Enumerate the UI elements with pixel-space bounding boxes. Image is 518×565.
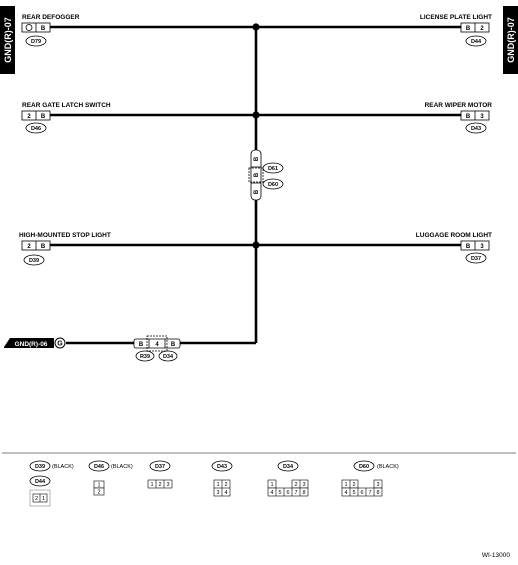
rear-wiper-motor-pin-a: B	[465, 114, 471, 120]
legend-d46-color: (BLACK)	[111, 464, 133, 470]
rear-gate-latch-switch-ref: D46	[30, 126, 42, 132]
legend-d37	[148, 461, 172, 488]
legend-d60-pin-4: 4	[344, 490, 348, 496]
legend-d60-pin-5: 5	[352, 490, 356, 496]
defogger-terminal-icon	[26, 25, 32, 31]
legend-d37-pin-2: 2	[158, 482, 162, 488]
luggage-room-light-label: LUGGAGE ROOM LIGHT	[415, 232, 492, 239]
joint-pin-top: B	[254, 156, 260, 162]
rear-wiper-motor-pin-b: 3	[480, 114, 484, 120]
legend-d43-pin-2: 2	[224, 482, 228, 488]
ground-gnd-r-06	[4, 338, 65, 348]
legend-d34-ref: D34	[282, 464, 294, 470]
inline-pin-left: B	[138, 342, 144, 348]
rear-gate-latch-switch-component	[22, 102, 111, 133]
legend-d37-pin-3: 3	[166, 482, 170, 488]
legend-d39-color: (BLACK)	[52, 464, 74, 470]
legend-d43	[212, 461, 232, 496]
rear-defogger-ref: D79	[30, 39, 42, 45]
legend-d60-color: (BLACK)	[377, 464, 399, 470]
joint-connector	[249, 150, 283, 200]
legend-d43-pin-3: 3	[216, 490, 220, 496]
right-tab-text: GND(R)-07	[506, 17, 516, 63]
legend-d43-pin-4: 4	[224, 490, 228, 496]
rear-wiper-motor-component	[425, 102, 493, 133]
inline-ref-right: D34	[162, 354, 174, 360]
legend-d34-pin-4: 4	[270, 490, 274, 496]
license-plate-light-pin-b: 2	[480, 26, 484, 32]
legend-d34-pin-1: 1	[270, 482, 274, 488]
ground-symbol: G	[57, 340, 63, 348]
high-mounted-stop-light-label: HIGH-MOUNTED STOP LIGHT	[19, 232, 111, 239]
legend-d60	[342, 461, 399, 496]
right-title-tab	[503, 6, 518, 74]
license-plate-light-component	[420, 14, 492, 46]
rear-gate-latch-switch-label: REAR GATE LATCH SWITCH	[22, 102, 111, 109]
legend-d44-pin-2: 1	[41, 496, 46, 502]
legend-d60-pin-3: 3	[376, 482, 380, 488]
high-mounted-stop-light-ref: D39	[28, 258, 40, 264]
legend-d44-ref: D44	[34, 479, 46, 485]
luggage-room-light-pin-a: B	[465, 244, 471, 250]
legend-d46	[89, 461, 133, 496]
figure-code: WI-13000	[481, 552, 510, 559]
license-plate-light-pin-a: B	[465, 26, 471, 32]
inline-ref-left: R39	[139, 354, 151, 360]
rear-gate-latch-switch-pin-b: B	[40, 114, 46, 120]
legend-d60-pin-7: 7	[368, 490, 372, 496]
inline-pin-right: B	[170, 342, 176, 348]
joint-pin-bottom: B	[254, 189, 260, 195]
legend-d44-pin-1: 2	[34, 496, 39, 502]
legend-d37-pin-1: 1	[150, 482, 154, 488]
rear-wiper-motor-label: REAR WIPER MOTOR	[424, 102, 492, 109]
legend-d34-pin-8: 8	[302, 490, 306, 496]
legend-d46-ref: D46	[93, 464, 105, 470]
legend-d34-pin-3: 3	[302, 482, 306, 488]
legend-d34-pin-6: 6	[286, 490, 290, 496]
license-plate-light-label: LICENSE PLATE LIGHT	[419, 14, 492, 21]
legend-d60-pin-2: 2	[352, 482, 356, 488]
legend-d60-pin-8: 8	[376, 490, 380, 496]
inline-pin-mid: 4	[155, 342, 159, 348]
joint-ref-top: D61	[267, 166, 279, 172]
high-mounted-stop-light-pin-a: 2	[27, 244, 31, 250]
high-mounted-stop-light-component	[19, 232, 111, 265]
rear-defogger-component	[22, 14, 80, 46]
inline-connector-r39-d34	[134, 336, 180, 361]
ground-label: GND(R)-06	[14, 341, 48, 348]
luggage-room-light-pin-b: 3	[480, 244, 484, 250]
luggage-room-light-ref: D37	[470, 256, 482, 262]
legend-d43-ref: D43	[216, 464, 228, 470]
left-title-tab	[0, 6, 15, 74]
legend-d34	[268, 461, 308, 496]
left-tab-text: GND(R)-07	[3, 17, 13, 63]
joint-ref-bottom: D60	[267, 182, 279, 188]
legend-d39-ref: D39	[34, 464, 46, 470]
legend-d34-pin-2: 2	[294, 482, 298, 488]
legend-d43-pin-1: 1	[216, 482, 220, 488]
legend-d46-pin-2: 2	[97, 489, 101, 496]
legend-d34-pin-5: 5	[278, 490, 282, 496]
legend-d34-pin-7: 7	[294, 490, 298, 496]
rear-defogger-label: REAR DEFOGGER	[22, 14, 80, 21]
rear-gate-latch-switch-pin-a: 2	[27, 114, 31, 120]
legend-d60-pin-6: 6	[360, 490, 364, 496]
legend-d39-d44	[30, 461, 74, 506]
license-plate-light-ref: D44	[470, 39, 482, 45]
legend-d37-ref: D37	[154, 464, 166, 470]
legend-d46-pin-1: 1	[97, 482, 101, 489]
legend-d60-pin-1: 1	[344, 482, 348, 488]
luggage-room-light-component	[416, 232, 492, 263]
legend-d60-ref: D60	[358, 464, 370, 470]
rear-defogger-pin: B	[40, 26, 46, 32]
joint-pin-mid: B	[254, 172, 260, 178]
high-mounted-stop-light-pin-b: B	[40, 244, 46, 250]
rear-wiper-motor-ref: D43	[470, 126, 482, 132]
